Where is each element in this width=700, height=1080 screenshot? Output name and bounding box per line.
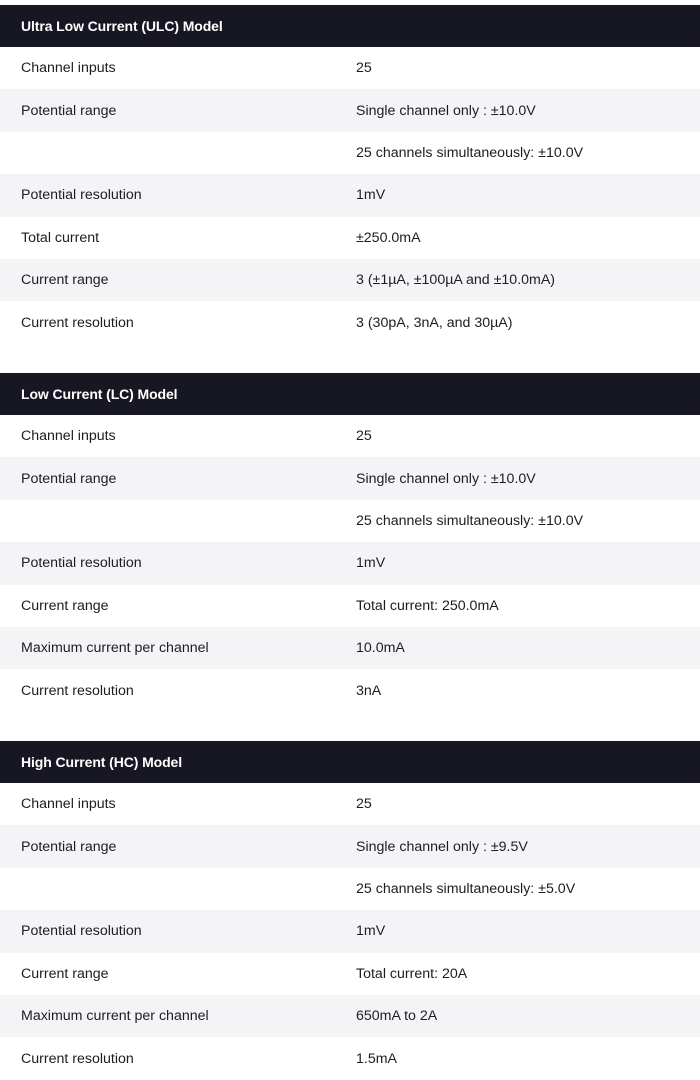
row-value: 25: [356, 428, 372, 445]
row-label: Channel inputs: [21, 796, 116, 813]
row-value: 3 (±1µA, ±100µA and ±10.0mA): [356, 272, 556, 289]
row-value: 25: [356, 796, 372, 813]
row-value: 3nA: [356, 682, 382, 699]
table-row: [0, 669, 700, 711]
lc-spec-table: [0, 373, 700, 712]
row-value: Single channel only : ±10.0V: [356, 102, 536, 119]
row-label: Potential resolution: [21, 187, 142, 204]
row-label: Potential resolution: [21, 923, 142, 940]
table-row: [0, 995, 700, 1037]
row-value: 3 (30pA, 3nA, and 30µA): [356, 314, 513, 331]
table-title: High Current (HC) Model: [0, 741, 700, 783]
row-value: 1mV: [356, 555, 386, 572]
row-value: 1mV: [356, 923, 386, 940]
table-title: Ultra Low Current (ULC) Model: [0, 5, 700, 47]
row-label: Current resolution: [21, 682, 134, 699]
table-row: [0, 89, 700, 131]
row-label: Potential range: [21, 102, 117, 119]
table-row: [0, 217, 700, 259]
row-label: Maximum current per channel: [21, 640, 209, 657]
row-value: ±250.0mA: [356, 229, 421, 246]
table-row: [0, 910, 700, 952]
table-row: [0, 457, 700, 499]
table-row: [0, 132, 700, 174]
hc-spec-table: [0, 741, 700, 1080]
table-row: [0, 627, 700, 669]
row-label: Current resolution: [21, 314, 134, 331]
row-label: Current resolution: [21, 1050, 134, 1067]
row-value: Single channel only : ±10.0V: [356, 470, 536, 487]
row-value: 25 channels simultaneously: ±5.0V: [356, 880, 576, 897]
row-value: Total current: 250.0mA: [356, 597, 499, 614]
table-row: [0, 301, 700, 343]
row-label: Maximum current per channel: [21, 1008, 209, 1025]
ulc-spec-table: [0, 5, 700, 344]
row-label: Potential resolution: [21, 555, 142, 572]
table-row: [0, 259, 700, 301]
row-value: 25 channels simultaneously: ±10.0V: [356, 512, 584, 529]
row-label: Current range: [21, 965, 109, 982]
row-value: 10.0mA: [356, 640, 405, 657]
table-row: [0, 542, 700, 584]
row-value: 1mV: [356, 187, 386, 204]
row-label: Potential range: [21, 838, 117, 855]
table-row: [0, 415, 700, 457]
table-row: [0, 500, 700, 542]
row-label: Current range: [21, 597, 109, 614]
row-value: 650mA to 2A: [356, 1008, 438, 1025]
table-row: [0, 953, 700, 995]
table-row: [0, 825, 700, 867]
row-label: Channel inputs: [21, 428, 116, 445]
table-row: [0, 783, 700, 825]
row-value: 25 channels simultaneously: ±10.0V: [356, 144, 584, 161]
row-label: Channel inputs: [21, 60, 116, 77]
row-label: Total current: [21, 229, 100, 246]
row-value: 25: [356, 60, 372, 77]
table-title: Low Current (LC) Model: [0, 373, 700, 415]
row-label: Potential range: [21, 470, 117, 487]
row-label: Current range: [21, 272, 109, 289]
row-value: 1.5mA: [356, 1050, 398, 1067]
table-row: [0, 47, 700, 89]
row-value: Single channel only : ±9.5V: [356, 838, 528, 855]
table-row: [0, 585, 700, 627]
row-value: Total current: 20A: [356, 965, 468, 982]
table-row: [0, 174, 700, 216]
table-row: [0, 1037, 700, 1079]
table-row: [0, 868, 700, 910]
